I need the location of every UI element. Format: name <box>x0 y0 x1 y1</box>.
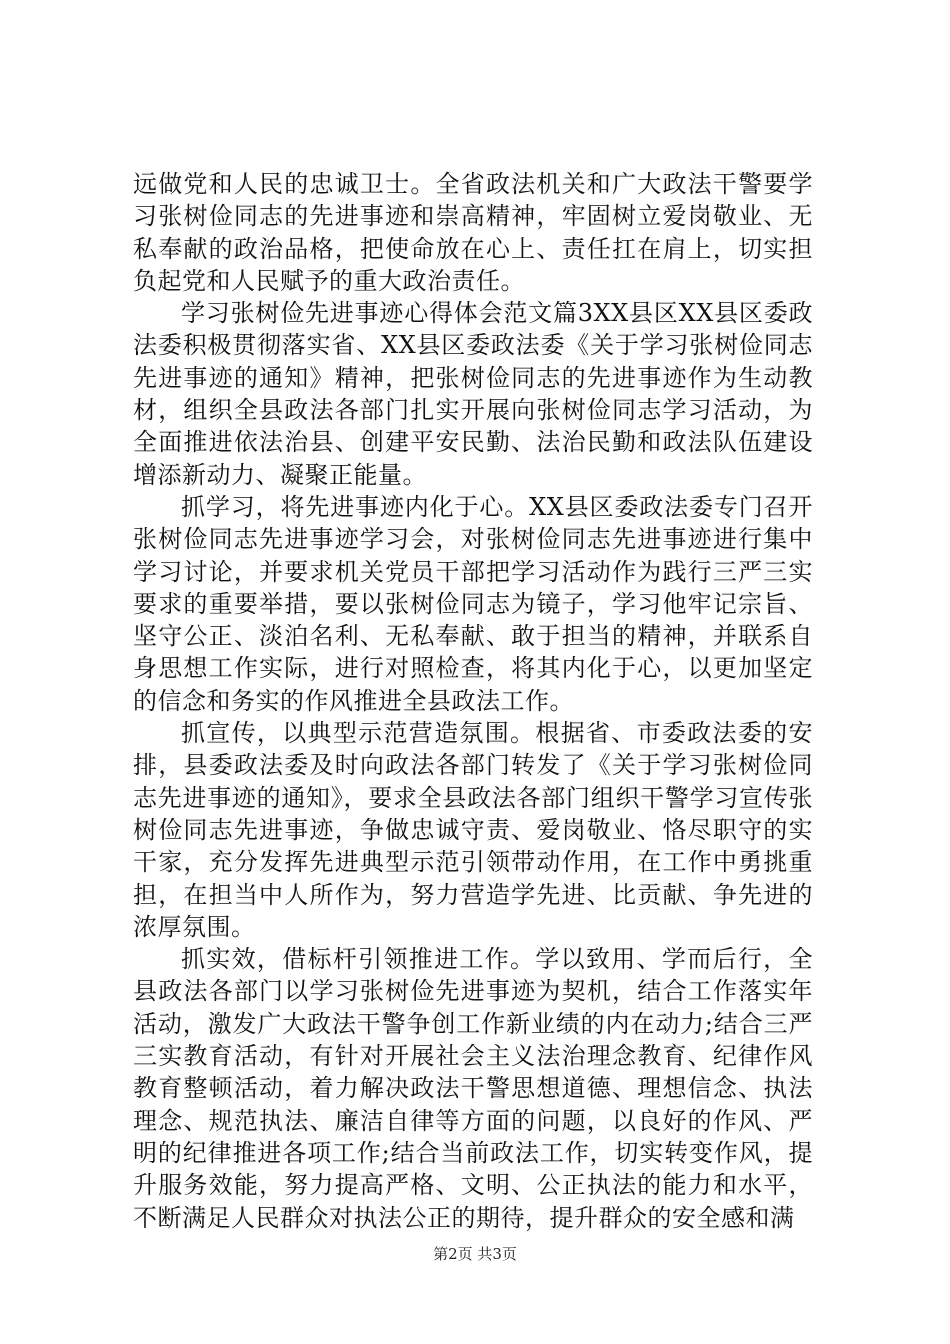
paragraph-publicity: 抓宣传，以典型示范营造氛围。根据省、市委政法委的安排，县委政法委及时向政法各部门转发了《关于学习张树俭同志先进事迹的通知》，要求全县政法各部门组织干警学习宣传张树俭同志先进事迹，争做忠诚守责、爱岗敬业、恪尽职守的实干家，充分发挥先进典型示范引领带动作用，在工作中勇挑重担，在担当中人所作为，努力营造学先进、比贡献、争先进的浓厚氛围。 <box>133 719 813 941</box>
paragraph-continuation: 远做党和人民的忠诚卫士。全省政法机关和广大政法干警要学习张树俭同志的先进事迹和崇高精神，牢固树立爱岗敬业、无私奉献的政治品格，把使命放在心上、责任扛在肩上，切实担负起党和人民赋予的重大政治责任。 <box>133 170 813 295</box>
page-number-footer: 第2页 共3页 <box>433 1245 517 1263</box>
paragraph-effectiveness: 抓实效，借标杆引领推进工作。学以致用、学而后行，全县政法各部门以学习张树俭先进事迹为契机，结合工作落实年活动，激发广大政法干警争创工作新业绩的内在动力;结合三严三实教育活动，有针对开展社会主义法治理念教育、纪律作风教育整顿活动，着力解决政法干警思想道德、理想信念、执法理念、规范执法、廉洁自律等方面的问题，以良好的作风、严明的纪律推进各项工作;结合当前政法工作，切实转变作风，提升服务效能，努力提高严格、文明、公正执法的能力和水平，不断满足人民群众对执法公正的期待，提升群众的安全感和满 <box>133 945 813 1232</box>
paragraph-study: 抓学习，将先进事迹内化于心。XX县区委政法委专门召开张树俭同志先进事迹学习会，对张树俭同志先进事迹进行集中学习讨论，并要求机关党员干部把学习活动作为践行三严三实要求的重要举措，要以张树俭同志为镜子，学习他牢记宗旨、坚守公正、淡泊名利、无私奉献、敢于担当的精神，并联系自身思想工作实际，进行对照检查，将其内化于心，以更加坚定的信念和务实的作风推进全县政法工作。 <box>133 492 813 715</box>
paragraph-essay-3-intro: 学习张树俭先进事迹心得体会范文篇3XX县区XX县区委政法委积极贯彻落实省、XX县区委政法委《关于学习张树俭同志先进事迹的通知》精神，把张树俭同志的先进事迹作为生动教材，组织全县政法各部门扎实开展向张树俭同志学习活动，为全面推进依法治县、创建平安民勤、法治民勤和政法队伍建设增添新动力、凝聚正能量。 <box>133 299 813 489</box>
document-body <box>133 168 813 1234</box>
